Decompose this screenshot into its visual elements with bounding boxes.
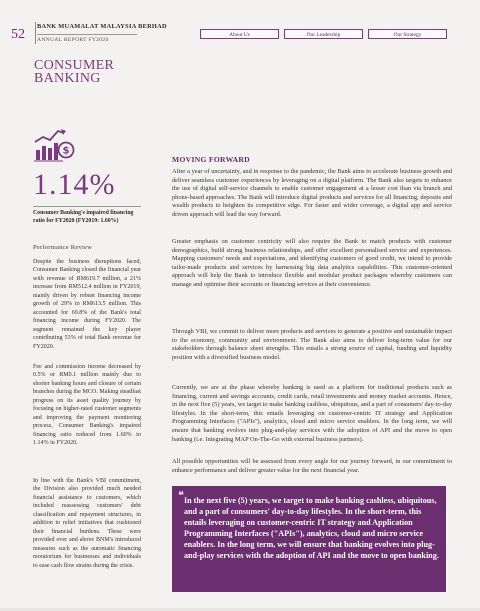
nav-our-leadership-button[interactable]: Our Leadership — [284, 29, 363, 39]
moving-forward-paragraph: Greater emphasis on customer centricity will also require the Bank to match products with customer demographics, build strong business relationships, and offer excellent personalised service and experiences. Mapping customers' needs and expectations, and identifying customers of good credit, we intend to provide tailor-made products and services by harnessing big data analytics capabilities. This customer-oriented approach will help the Bank to introduce flexible and modular product packages whereby customers can manage and optimise their accounts or financing services at their convenience. — [172, 238, 452, 288]
nav-about-us-button[interactable]: About Us — [200, 29, 279, 39]
moving-forward-paragraph: Through VBI, we commit to deliver more products and services to generate a positive and sustainable impact to the economy, community and environment. The Bank also aims to deliver long-term value for our stakeholders through balance sheet strengths. This entails a strong source of capital, funding and liquidity position with a diversified business model. — [172, 328, 452, 361]
pull-quote-box — [172, 486, 446, 592]
moving-forward-paragraph: After a year of uncertainty, and in response to the pandemic, the Bank aims to accelerate business growth and deliver seamless customer experiences by leveraging on a digital platform. The Bank also targets to enhance the use of digital self-service channels to enable customer engagement at a lesser cost than via branch and phone-based approaches. The Bank will introduce digital products and services for all financing, deposits and wealth products to heighten its competitive edge. For faster and wider coverage, a digital app and service driven approach will lead the way forward. — [172, 168, 452, 218]
performance-paragraph: Fee and commission income decreased by 0.5% or RM0.1 million mainly due to shorter banking hours and closure of certain branches during the MCO. Making steadfast progress on its asset quality journey by focusing on higher-rated customer segments and improving the payment monitoring process, Consumer Banking's impaired financing ratio reduced from 1.60% to 1.14% in FY2020. — [33, 364, 141, 447]
performance-paragraph: In line with the Bank's VBI commitment, the Division also provided much needed financial assistance to customers, which included reassessing customers' debt classification and repayment structures, in addition to relief initiatives that cushioned their financial burdens. These were provided over and above BNM's introduced measures such as the automatic financing moratorium for businesses and individuals to ease cash flow strains during the crisis. — [33, 478, 141, 569]
bar-chart-dollar-icon — [33, 126, 75, 164]
section-title: CONSUMER BANKING — [34, 58, 115, 86]
organization-name: BANK MUAMALAT MALAYSIA BERHAD — [37, 23, 167, 30]
moving-forward-paragraph: All possible opportunities will be assessed from every angle for our journey forward, in our commitment to enhance performance and deliver greater value for the next financial year. — [172, 458, 452, 474]
performance-paragraph: Despite the business disruptions faced, Consumer Banking closed the financial year with revenue of RM619.7 million, a 21% increase from RM512.4 million in FY2019, mainly driven by robust financing income growth of 29% to RM613.5 million. This accounted for 69.8% of the Bank's total financing income during FY2020. The segment remained the key player contributing 53% of total Bank revenue for FY2020. — [33, 259, 141, 350]
performance-review-heading: Performance Review — [33, 244, 93, 251]
stat-caption: Consumer Banking's impaired financing ratio for FY2020 (FY2019: 1.60%) — [33, 210, 134, 224]
pull-quote-text: In the next five (5) years, we target to make banking cashless, ubiquitous, and a part of consumers' day-to-day lifestyles. In the short-term, this entails leveraging on customer-centric IT strategy and Application Programming Interfaces ("APIs"), analytics, cloud and micro service enablers. In the long term, we will ensure that banking evolves into plug-and-play services with the adoption of API and the move to open banking. — [184, 496, 439, 561]
impaired-financing-ratio-value: 1.14% — [33, 168, 116, 201]
page-number: 52 — [11, 27, 25, 42]
quote-mark-icon: ❝ — [178, 489, 184, 502]
nav-our-strategy-button[interactable]: Our Strategy — [368, 29, 447, 39]
header-rule — [37, 34, 137, 35]
stat-divider — [33, 206, 141, 207]
svg-text:$: $ — [62, 145, 70, 157]
header-divider — [35, 22, 36, 44]
report-name: ANNUAL REPORT FY2020 — [37, 37, 109, 43]
moving-forward-heading: MOVING FORWARD — [172, 155, 250, 164]
moving-forward-paragraph: Currently, we are at the phase whereby banking is used as a platform for traditional products such as financing, current and savings accounts, credit cards, retail investments and money market accounts. Hence, in the next five (5) years, we target to make banking cashless, ubiquitous, and a part of consumers' day-to-day lifestyles. In the short-term, this entails leveraging on customer-centric IT strategy and Application Programming Interfaces ("APIs"), analytics, cloud and micro service enablers. In the long term, we will ensure that banking evolves into plug-and-play services with the adoption of API and the move to open banking (i.e. Integrating MAP On-The-Go with external business partners). — [172, 384, 452, 443]
